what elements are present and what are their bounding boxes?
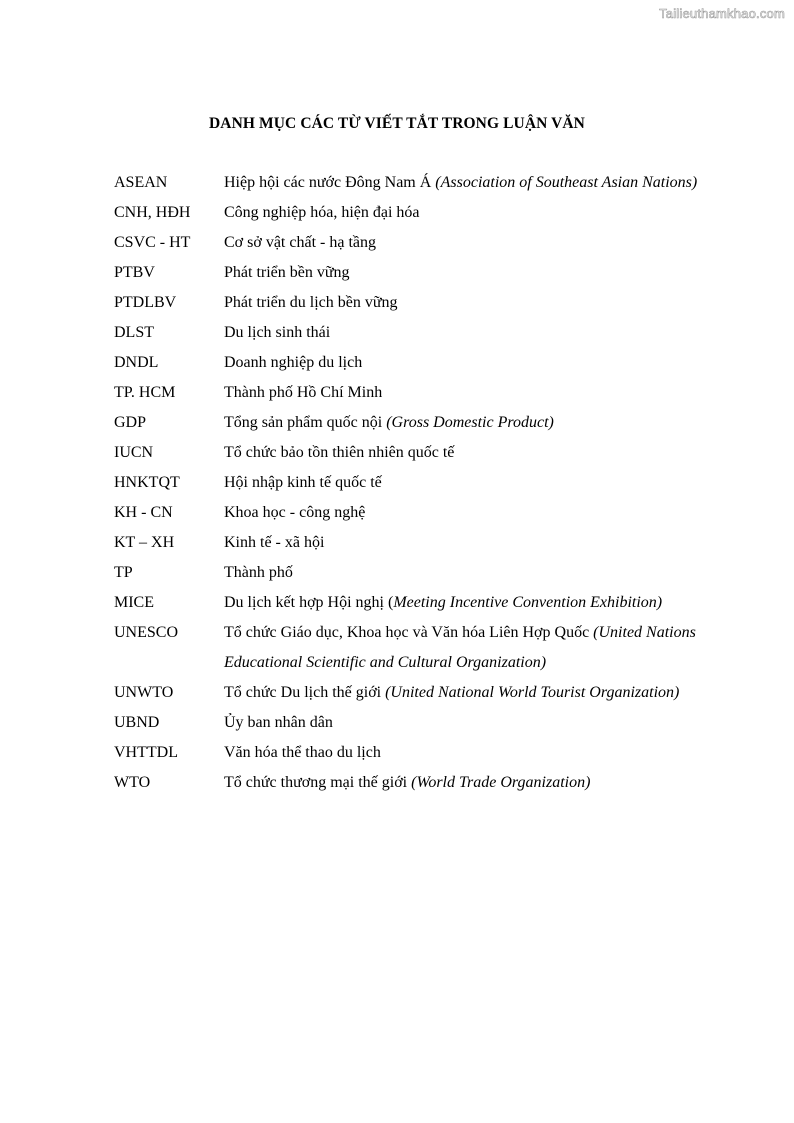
definition-vietnamese: Du lịch kết hợp Hội nghị (: [224, 594, 394, 611]
abbreviation-definition: [224, 378, 734, 408]
abbreviation-term: MICE: [114, 594, 154, 611]
abbreviation-row: [114, 738, 734, 768]
abbreviation-row: [114, 498, 734, 528]
definition-vietnamese: Tổ chức Giáo dục, Khoa học và Văn hóa Liên Hợp Quốc: [224, 624, 594, 641]
abbreviation-definition: [224, 558, 734, 588]
abbreviation-row: [114, 198, 734, 228]
abbreviation-list: [114, 168, 734, 798]
definition-vietnamese: Kinh tế - xã hội: [224, 534, 325, 551]
definition-english: (Association of Southeast Asian Nations): [435, 174, 698, 191]
abbreviation-term: KH - CN: [114, 504, 173, 521]
definition-english: (Gross Domestic Product): [386, 414, 554, 431]
abbreviation-term: WTO: [114, 774, 151, 791]
definition-vietnamese: Ủy ban nhân dân: [224, 714, 333, 731]
definition-vietnamese: Công nghiệp hóa, hiện đại hóa: [224, 204, 420, 221]
definition-english: (World Trade Organization): [411, 774, 591, 791]
definition-vietnamese: Phát triển bền vững: [224, 264, 350, 281]
abbreviation-row: [114, 528, 734, 558]
definition-vietnamese: Thành phố: [224, 564, 293, 581]
abbreviation-row: [114, 708, 734, 738]
abbreviation-row: [114, 468, 734, 498]
abbreviation-row: [114, 378, 734, 408]
abbreviation-definition: [224, 738, 734, 768]
abbreviation-term: HNKTQT: [114, 474, 180, 491]
definition-vietnamese: Phát triển du lịch bền vững: [224, 294, 398, 311]
abbreviation-row: [114, 348, 734, 378]
abbreviation-definition: [224, 468, 734, 498]
abbreviation-row: [114, 558, 734, 588]
abbreviation-row: [114, 168, 734, 198]
abbreviation-term: PTBV: [114, 264, 155, 281]
abbreviation-term: GDP: [114, 414, 147, 431]
definition-vietnamese: Thành phố Hồ Chí Minh: [224, 384, 383, 401]
definition-english: (United Nations Educational Scientific and Cultural Organization): [224, 624, 696, 671]
abbreviation-definition: [224, 318, 734, 348]
abbreviation-definition: [224, 348, 734, 378]
definition-vietnamese: Doanh nghiệp du lịch: [224, 354, 363, 371]
abbreviation-term: KT – XH: [114, 534, 175, 551]
abbreviation-term: ASEAN: [114, 174, 168, 191]
definition-vietnamese: Tổ chức bảo tồn thiên nhiên quốc tế: [224, 444, 455, 461]
abbreviation-term: UNWTO: [114, 684, 174, 701]
abbreviation-term: DLST: [114, 324, 154, 341]
definition-english: Meeting Incentive Convention Exhibition): [393, 594, 663, 611]
abbreviation-definition: [224, 198, 734, 228]
definition-english: (United National World Tourist Organization): [385, 684, 680, 701]
abbreviation-definition: [224, 708, 734, 738]
abbreviation-row: [114, 288, 734, 318]
abbreviation-definition: [224, 528, 734, 558]
abbreviation-row: [114, 438, 734, 468]
abbreviation-term: IUCN: [114, 444, 154, 461]
abbreviation-term: UNESCO: [114, 624, 179, 641]
definition-vietnamese: Cơ sở vật chất - hạ tầng: [224, 234, 376, 251]
definition-vietnamese: Hiệp hội các nước Đông Nam Á: [224, 174, 436, 191]
definition-vietnamese: Tổ chức thương mại thế giới: [224, 774, 412, 791]
abbreviation-definition: [224, 228, 734, 258]
definition-vietnamese: Văn hóa thể thao du lịch: [224, 744, 381, 761]
abbreviation-row: [114, 588, 734, 618]
abbreviation-definition: [224, 498, 734, 528]
abbreviation-definition: [224, 678, 734, 708]
abbreviation-term: UBND: [114, 714, 160, 731]
watermark-text: Tailieuthamkhao.com: [659, 6, 785, 21]
abbreviation-row: [114, 768, 734, 798]
abbreviation-row: [114, 258, 734, 288]
definition-vietnamese: Tổ chức Du lịch thế giới: [224, 684, 386, 701]
abbreviation-definition: [224, 618, 734, 678]
abbreviation-term: VHTTDL: [114, 744, 178, 761]
definition-vietnamese: Khoa học - công nghệ: [224, 504, 366, 521]
abbreviation-row: [114, 408, 734, 438]
abbreviation-row: [114, 678, 734, 708]
abbreviation-definition: [224, 588, 734, 618]
abbreviation-definition: [224, 438, 734, 468]
abbreviation-row: [114, 318, 734, 348]
abbreviation-term: CNH, HĐH: [114, 204, 191, 221]
abbreviation-definition: [224, 288, 734, 318]
abbreviation-term: TP: [114, 564, 133, 581]
abbreviation-term: PTDLBV: [114, 294, 177, 311]
abbreviation-term: CSVC - HT: [114, 234, 191, 251]
abbreviation-definition: [224, 258, 734, 288]
definition-vietnamese: Hội nhập kinh tế quốc tế: [224, 474, 382, 491]
abbreviation-term: DNDL: [114, 354, 159, 371]
abbreviation-definition: [224, 768, 734, 798]
abbreviation-row: [114, 618, 734, 678]
abbreviation-term: TP. HCM: [114, 384, 176, 401]
definition-vietnamese: Tổng sản phẩm quốc nội: [224, 414, 387, 431]
page-title: DANH MỤC CÁC TỪ VIẾT TẮT TRONG LUẬN VĂN: [209, 115, 585, 132]
abbreviation-row: [114, 228, 734, 258]
definition-vietnamese: Du lịch sinh thái: [224, 324, 331, 341]
abbreviation-definition: [224, 408, 734, 438]
abbreviation-definition: [224, 168, 734, 198]
